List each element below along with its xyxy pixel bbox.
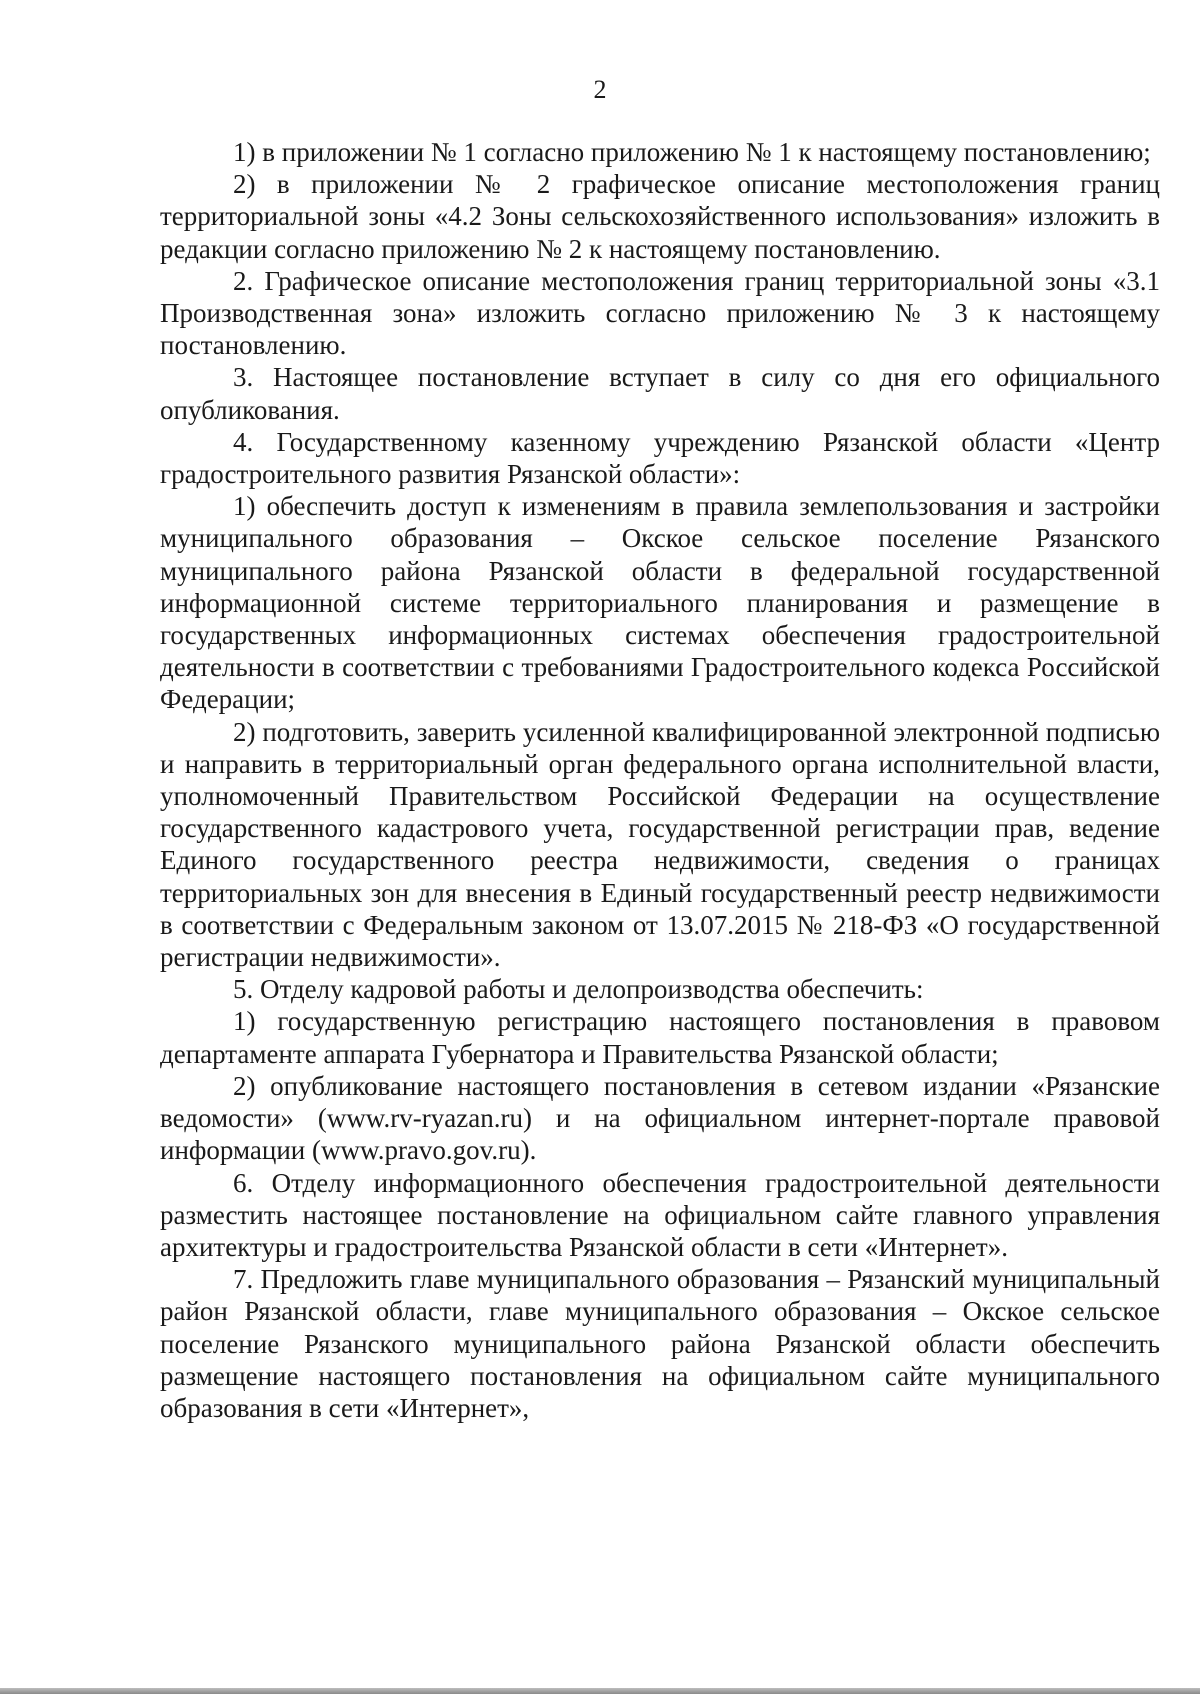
paragraph-4-2: 2) подготовить, заверить усиленной квалифицированной электронной подписью и направить в территориальный орган федерального органа исполнительной власти, уполномоченный Правительством Российской Федерации на осуществление государственного кадастрового учета, государственной регистрации прав, ведение Единого государственного реестра недвижимости, сведения о границах территориальных зон для внесения в Единый государственный реестр недвижимости в соответствии с Федеральным законом от 13.07.2015 № 218-ФЗ «О государственной регистрации недвижимости». <box>160 716 1160 973</box>
document-body <box>160 136 1160 1424</box>
paragraph-7: 7. Предложить главе муниципального образования – Рязанский муниципальный район Рязанской области, главе муниципального образования – Окское сельское поселение Рязанского муниципального района Рязанской области обеспечить размещение настоящего постановления на официальном сайте муниципального образования в сети «Интернет», <box>160 1264 1160 1423</box>
paragraph-5-1: 1) государственную регистрацию настоящего постановления в правовом департаменте аппарата Губернатора и Правительства Рязанской области; <box>160 1006 1160 1069</box>
paragraph-5-2: 2) опубликование настоящего постановления в сетевом издании «Рязанские ведомости» (www.rv-ryazan.ru) и на официальном интернет-портале правовой информации (www.pravo.gov.ru). <box>160 1070 1160 1166</box>
paragraph-1-2: 2) в приложении № 2 графическое описание местоположения границ территориальной зоны «4.2 Зоны сельскохозяйственного использования» изложить в редакции согласно приложению № 2 к настоящему постановлению. <box>160 169 1160 264</box>
paragraph-1-1: 1) в приложении № 1 согласно приложению № 1 к настоящему постановлению; <box>233 137 1151 167</box>
paragraph-4: 4. Государственному казенному учреждению Рязанской области «Центр градостроительного развития Рязанской области»: <box>160 426 1160 490</box>
paragraph-5: 5. Отделу кадровой работы и делопроизводства обеспечить: <box>233 974 924 1005</box>
paragraph-3: 3. Настоящее постановление вступает в силу со дня его официального опубликования. <box>160 362 1160 425</box>
paragraph-2: 2. Графическое описание местоположения границ территориальной зоны «3.1 Производственная зона» изложить согласно приложению № 3 к настоящему постановлению. <box>160 265 1160 361</box>
page-number: 2 <box>593 75 607 104</box>
scan-edge-rule <box>0 1688 1200 1694</box>
paragraph-6: 6. Отделу информационного обеспечения градостроительной деятельности разместить настоящее постановление на официальном сайте главного управления архитектуры и градостроительства Рязанской области в сети «Интернет». <box>160 1167 1160 1262</box>
paragraph-4-1: 1) обеспечить доступ к изменениям в правила землепользования и застройки муниципального образования – Окское сельское поселение Рязанского муниципального района Рязанской области в федеральной государственной информационной системе территориального планирования и размещение в государственных информационных системах обеспечения градостроительной деятельности в соответствии с требованиями Градостроительного кодекса Российской Федерации; <box>160 491 1160 715</box>
